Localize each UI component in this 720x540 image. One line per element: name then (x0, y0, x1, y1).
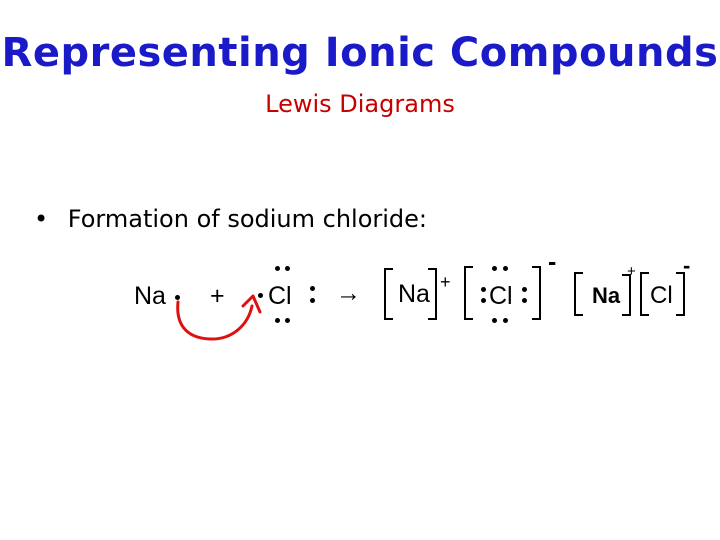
cl-electron-top-2 (285, 266, 290, 271)
short-na-symbol: Na (592, 283, 621, 308)
cl-ion-electron-left-1 (481, 287, 486, 292)
na-ion-charge: + (440, 272, 451, 292)
cl-electron-left (258, 293, 263, 298)
bullet-text: Formation of sodium chloride: (67, 205, 428, 233)
short-na-left-bracket (574, 272, 583, 316)
na-ion-right-bracket (428, 268, 437, 320)
cl-atom-symbol: Cl (268, 282, 292, 310)
cl-electron-top-1 (275, 266, 280, 271)
na-atom-symbol: Na (134, 282, 166, 310)
cl-ion-electron-right-2 (522, 298, 527, 303)
cl-electron-bottom-2 (285, 318, 290, 323)
short-cl-left-bracket (640, 272, 649, 316)
cl-ion-left-bracket (464, 266, 473, 320)
slide-subtitle: Lewis Diagrams (265, 90, 455, 118)
na-ion-symbol: Na (398, 280, 430, 308)
cl-electron-right-1 (310, 286, 315, 291)
cl-ion-right-bracket (532, 266, 541, 320)
cl-electron-right-2 (310, 298, 315, 303)
cl-ion-electron-bottom-2 (503, 318, 508, 323)
bullet-marker: • (34, 205, 49, 233)
bullet-item (34, 205, 427, 233)
cl-ion-electron-left-2 (481, 298, 486, 303)
cl-ion-electron-top-2 (503, 266, 508, 271)
cl-ion-electron-bottom-1 (492, 318, 497, 323)
cl-ion-charge: - (548, 248, 557, 276)
short-na-charge: + (627, 263, 636, 280)
cl-ion-electron-right-1 (522, 287, 527, 292)
short-na-right-bracket (622, 274, 631, 316)
slide-title: Representing Ionic Compounds (1, 30, 719, 76)
short-cl-symbol: Cl (650, 282, 673, 309)
reaction-arrow: → (336, 279, 361, 307)
electron-transfer-arrowhead (243, 296, 260, 312)
cl-ion-symbol: Cl (489, 282, 513, 310)
short-cl-charge: - (683, 253, 691, 278)
na-valence-electron (175, 295, 180, 300)
cl-ion-electron-top-1 (492, 266, 497, 271)
cl-electron-bottom-1 (275, 318, 280, 323)
na-ion-left-bracket (384, 268, 393, 320)
plus-sign: + (210, 282, 225, 310)
